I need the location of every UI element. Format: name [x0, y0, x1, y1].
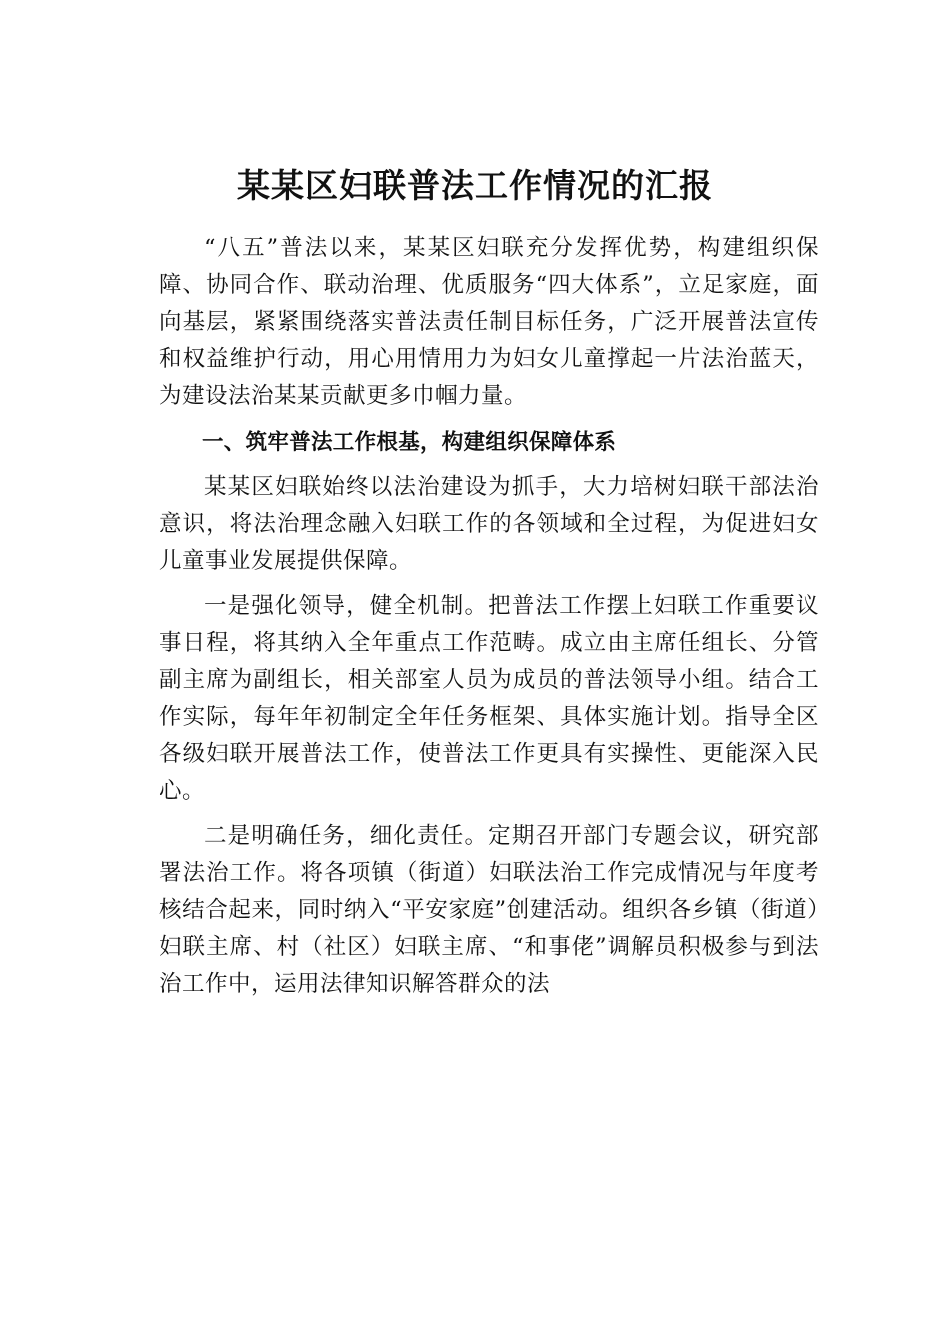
intro-paragraph: “八五”普法以来，某某区妇联充分发挥优势，构建组织保障、协同合作、联动治理、优质服务“四大体系”，立足家庭，面向基层，紧紧围绕落实普法责任制目标任务，广泛开展普法宣传和权益维护行动，用心用情用力为妇女儿童撑起一片法治蓝天，为建设法治某某贡献更多巾帼力量。 — [159, 235, 819, 409]
document-body — [159, 230, 819, 1011]
section-heading: 一、筑牢普法工作根基，构建组织保障体系 — [202, 430, 617, 455]
section-paragraph-1: 某某区妇联始终以法治建设为抓手，大力培树妇联干部法治意识，将法治理念融入妇联工作的各领域和全过程，为促进妇女儿童事业发展提供保障。 — [159, 474, 819, 574]
section-paragraph-3: 二是明确任务，细化责任。定期召开部门专题会议，研究部署法治工作。将各项镇（街道）妇联法治工作完成情况与年度考核结合起来，同时纳入“平安家庭”创建活动。组织各乡镇（街道）妇联主席、村（社区）妇联主席、“和事佬”调解员积极参与到法治工作中，运用法律知识解答群众的法 — [159, 823, 819, 997]
document-title: 某某区妇联普法工作情况的汇报 — [237, 166, 713, 205]
section-paragraph-2: 一是强化领导，健全机制。把普法工作摆上妇联工作重要议事日程，将其纳入全年重点工作范畴。成立由主席任组长、分管副主席为副组长，相关部室人员为成员的普法领导小组。结合工作实际，每年年初制定全年任务框架、具体实施计划。指导全区各级妇联开展普法工作，使普法工作更具有实操性、更能深入民心。 — [159, 593, 819, 804]
